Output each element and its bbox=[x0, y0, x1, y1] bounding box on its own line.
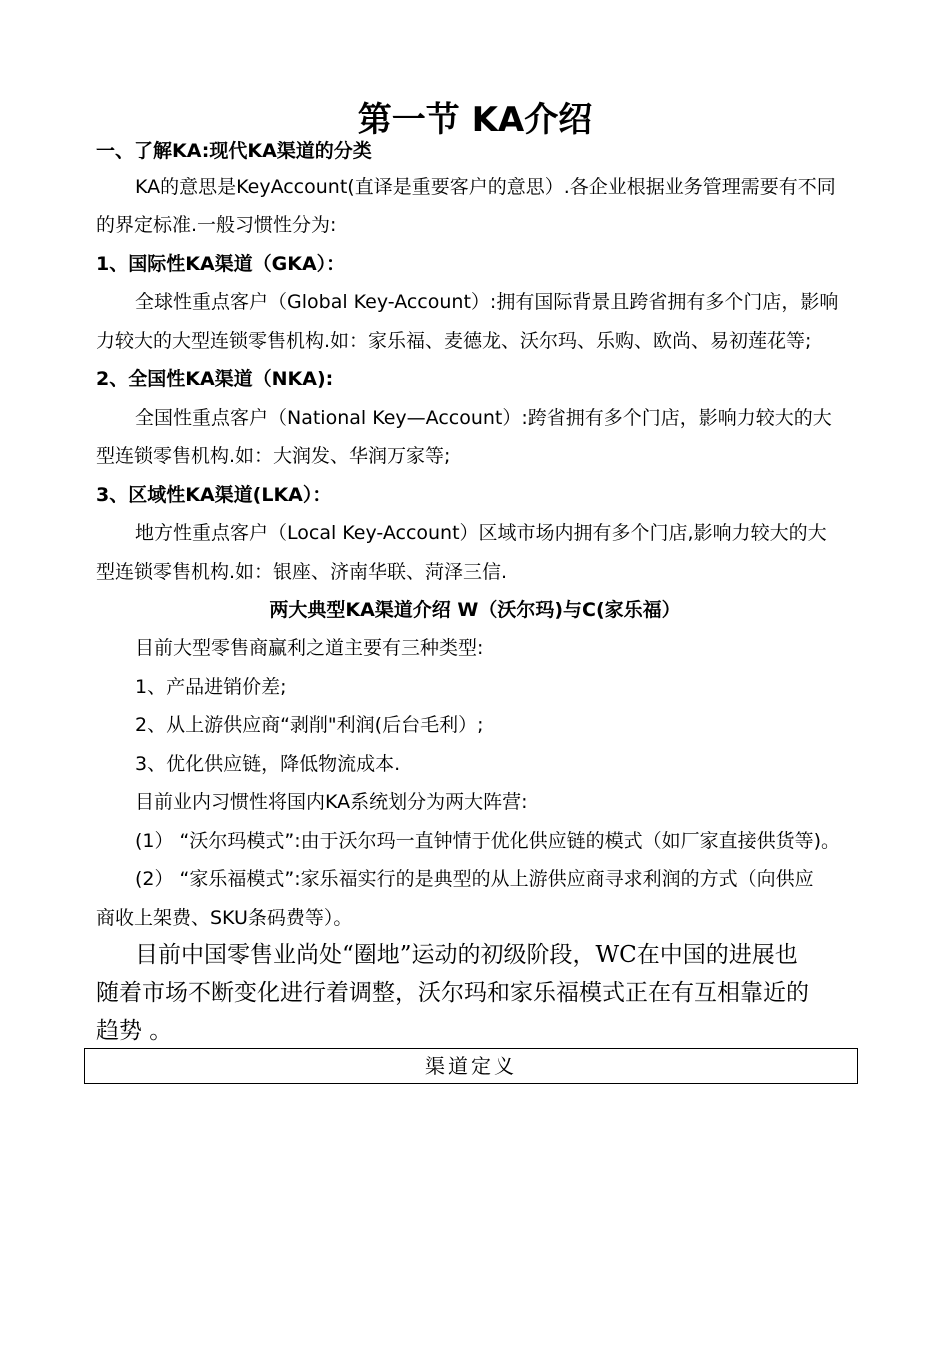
camp-item-carrefour-line-2: 商收上架费、SKU条码费等）。 bbox=[96, 907, 353, 929]
lka-paragraph-line-1: 地方性重点客户（Local Key-Account）区域市场内拥有多个门店,影响力较大的大 bbox=[135, 522, 827, 544]
summary-paragraph-line-2: 随着市场不断变化进行着调整，沃尔玛和家乐福模式正在有互相靠近的 bbox=[96, 980, 809, 1006]
section-heading-classification: 一、了解KA:现代KA渠道的分类 bbox=[96, 140, 372, 162]
summary-paragraph-line-3: 趋势 。 bbox=[96, 1018, 173, 1044]
camp-item-walmart: (1） “沃尔玛模式”:由于沃尔玛一直钟情于优化供应链的模式（如厂家直接供货等)。 bbox=[135, 830, 841, 852]
camp-item-carrefour-line-1: (2） “家乐福模式”:家乐福实行的是典型的从上游供应商寻求利润的方式（向供应 bbox=[135, 868, 814, 890]
gka-paragraph-line-2: 力较大的大型连锁零售机构.如：家乐福、麦德龙、沃尔玛、乐购、欧尚、易初莲花等; bbox=[96, 330, 812, 352]
nka-paragraph-line-2: 型连锁零售机构.如：大润发、华润万家等; bbox=[96, 445, 451, 467]
intro-paragraph-line-1: KA的意思是KeyAccount(直译是重要客户的意思）.各企业根据业务管理需要有不同 bbox=[135, 176, 836, 198]
profit-intro: 目前大型零售商赢利之道主要有三种类型: bbox=[135, 637, 484, 659]
lka-paragraph-line-2: 型连锁零售机构.如：银座、济南华联、菏泽三信. bbox=[96, 561, 508, 583]
gka-paragraph-line-1: 全球性重点客户（Global Key-Account）:拥有国际背景且跨省拥有多个门店，影响 bbox=[135, 291, 839, 313]
profit-item-1: 1、产品进销价差; bbox=[135, 676, 287, 698]
profit-item-3: 3、优化供应链，降低物流成本. bbox=[135, 753, 401, 775]
profit-item-2: 2、从上游供应商“剥削"利润(后台毛利）; bbox=[135, 714, 484, 736]
lka-heading: 3、区域性KA渠道(LKA）： bbox=[96, 484, 332, 506]
intro-paragraph-line-2: 的界定标准.一般习惯性分为: bbox=[96, 214, 337, 236]
section-subtitle-w-and-c: 两大典型KA渠道介绍 W（沃尔玛)与C(家乐福） bbox=[269, 599, 681, 621]
nka-heading: 2、全国性KA渠道（NKA): bbox=[96, 368, 334, 390]
gka-heading: 1、国际性KA渠道（GKA）： bbox=[96, 253, 346, 275]
channel-definition-box: 渠道定义 bbox=[84, 1048, 858, 1084]
camp-intro: 目前业内习惯性将国内KA系统划分为两大阵营: bbox=[135, 791, 528, 813]
page-title: 第一节 KA介绍 bbox=[357, 100, 593, 140]
nka-paragraph-line-1: 全国性重点客户（National Key—Account）:跨省拥有多个门店，影响力较大的大 bbox=[135, 407, 832, 429]
summary-paragraph-line-1: 目前中国零售业尚处“圈地”运动的初级阶段，WC在中国的进展也 bbox=[135, 942, 798, 968]
